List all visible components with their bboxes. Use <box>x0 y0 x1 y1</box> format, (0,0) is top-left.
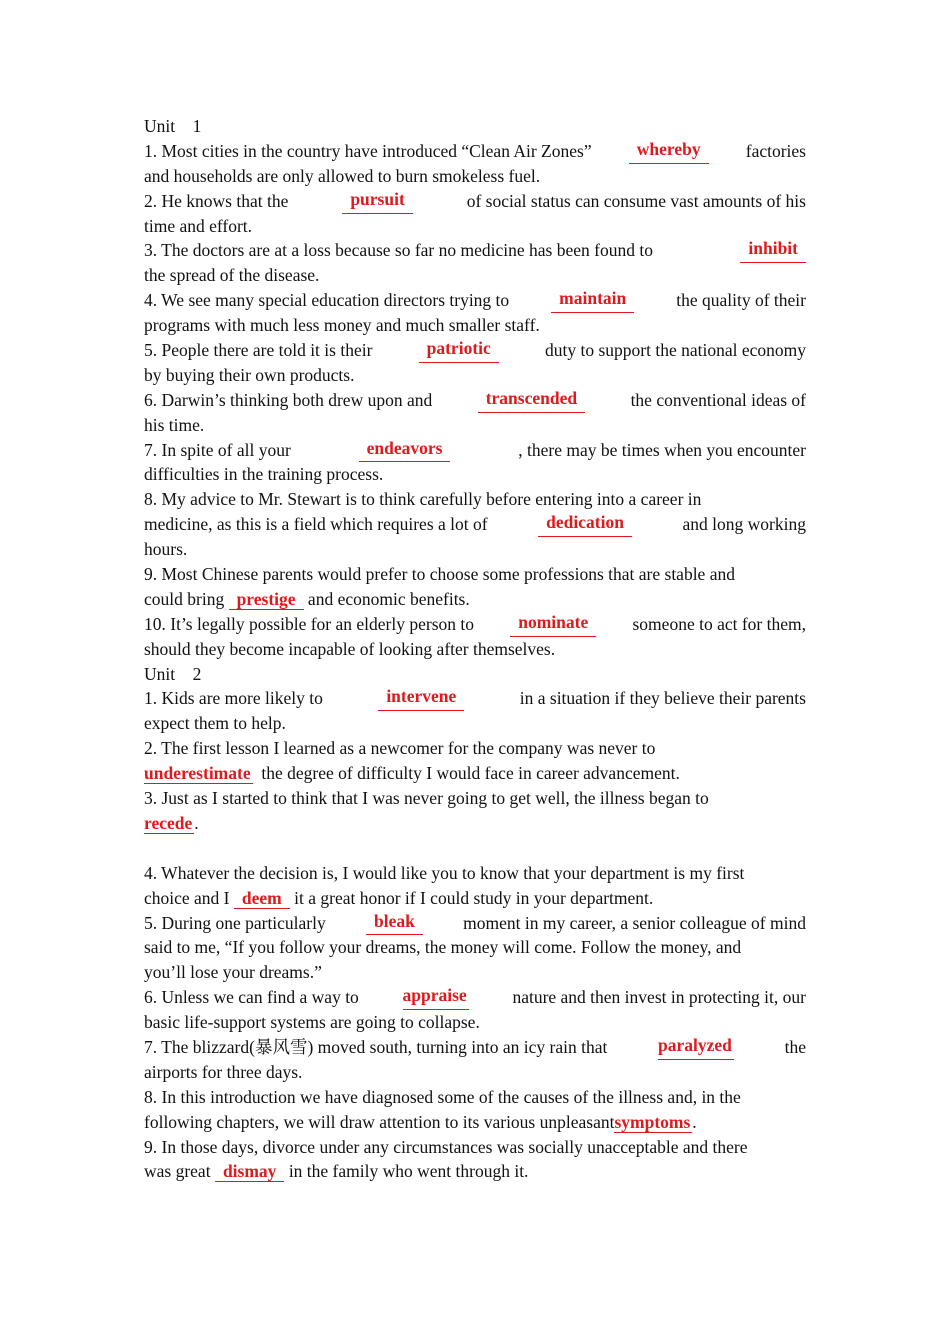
sentence-line <box>144 587 806 612</box>
sentence-line <box>144 761 806 786</box>
sentence-text: basic life-support systems are going to collapse. <box>144 1012 480 1033</box>
sentence-text: the degree of difficulty I would face in career advancement. <box>252 763 680 784</box>
exercise-item <box>144 861 806 911</box>
sentence-text: duty to support the national economy <box>545 340 806 361</box>
exercise-item <box>144 1085 806 1135</box>
sentence-text: difficulties in the training process. <box>144 464 384 485</box>
sentence-text: 1. Most cities in the country have introduced “Clean Air Zones” <box>144 140 592 161</box>
sentence-line <box>144 686 806 711</box>
sentence-text: and households are only allowed to burn smokeless fuel. <box>144 165 541 186</box>
sentence-line <box>144 189 806 214</box>
sentence-text: choice and I <box>144 887 234 908</box>
sentence-line <box>144 263 806 288</box>
sentence-text: 7. In spite of all your <box>144 439 291 460</box>
sentence-text: 7. The blizzard(暴风雪) moved south, turning into an icy rain that <box>144 1036 608 1057</box>
sentence-text: 8. My advice to Mr. Stewart is to think carefully before entering into a career in <box>144 489 702 510</box>
sentence-line <box>144 1159 806 1184</box>
sentence-line <box>144 811 806 836</box>
exercise-item <box>144 288 806 338</box>
sentence-line <box>144 1060 806 1085</box>
exercise-item <box>144 911 806 986</box>
sentence-line <box>144 886 806 911</box>
sentence-line <box>144 537 806 562</box>
sentence-line <box>144 388 806 413</box>
sentence-text: his time. <box>144 414 205 435</box>
sentence-text: and economic benefits. <box>303 588 470 609</box>
sentence-text: 3. Just as I started to think that I was never going to get well, the illness began to <box>144 788 709 809</box>
sentence-text: 2. The first lesson I learned as a newcomer for the company was never to <box>144 738 656 759</box>
sentence-text: time and effort. <box>144 215 253 236</box>
unit-title: Unit 1 <box>144 116 202 136</box>
exercise-item <box>144 1135 806 1185</box>
answer-blank: whereby <box>629 139 709 164</box>
sentence-line <box>144 711 806 736</box>
sentence-line <box>144 786 806 811</box>
sentence-text: moment in my career, a senior colleague of mind <box>463 912 806 933</box>
sentence-text: factories <box>745 140 806 161</box>
exercise-document <box>144 114 806 1184</box>
exercise-item <box>144 686 806 736</box>
sentence-text: in the family who went through it. <box>284 1161 529 1182</box>
exercise-item <box>144 189 806 239</box>
sentence-text: by buying their own products. <box>144 364 355 385</box>
exercise-item <box>144 1035 806 1085</box>
answer-blank: prestige <box>229 589 304 610</box>
exercise-item <box>144 562 806 612</box>
sentence-text: 9. Most Chinese parents would prefer to choose some professions that are stable and <box>144 564 735 585</box>
sentence-line <box>144 911 806 936</box>
answer-blank: dismay <box>215 1161 284 1182</box>
answer-blank: bleak <box>366 911 423 936</box>
exercise-item <box>144 985 806 1035</box>
sentence-text: , there may be times when you encounter <box>518 439 806 460</box>
sentence-text: was great <box>144 1161 215 1182</box>
sentence-text: 4. We see many special education directors trying to <box>144 290 510 311</box>
sentence-text: airports for three days. <box>144 1061 303 1082</box>
sentence-text: the quality of their <box>676 290 806 311</box>
sentence-text: 8. In this introduction we have diagnosed some of the causes of the illness and, in the <box>144 1086 741 1107</box>
sentence-line <box>144 139 806 164</box>
exercise-item <box>144 388 806 438</box>
sentence-text: 3. The doctors are at a loss because so far no medicine has been found to <box>144 240 653 261</box>
sentence-text: should they become incapable of looking after themselves. <box>144 638 556 659</box>
answer-blank: appraise <box>403 985 469 1010</box>
sentence-line <box>144 487 806 512</box>
exercise-item <box>144 612 806 662</box>
sentence-text: it a great honor if I could study in your department. <box>289 887 654 908</box>
sentence-text: . <box>692 1111 697 1132</box>
sentence-text: in a situation if they believe their parents <box>519 688 806 709</box>
sentence-line <box>144 1085 806 1110</box>
sentence-text: could bring <box>144 588 229 609</box>
sentence-text: hours. <box>144 539 188 560</box>
answer-blank: maintain <box>551 288 634 313</box>
sentence-line <box>144 861 806 886</box>
unit-title: Unit 2 <box>144 663 202 684</box>
sentence-text: 6. Unless we can find a way to <box>144 987 359 1008</box>
sentence-text: and long working <box>682 514 806 535</box>
answer-blank: underestimate <box>144 763 251 784</box>
sentence-text: 9. In those days, divorce under any circumstances was socially unacceptable and there <box>144 1136 748 1157</box>
sentence-line <box>144 1135 806 1160</box>
sentence-text: 2. He knows that the <box>144 190 289 211</box>
exercise-item <box>144 438 806 488</box>
sentence-text: programs with much less money and much smaller staff. <box>144 315 540 336</box>
sentence-line <box>144 462 806 487</box>
sentence-line <box>144 338 806 363</box>
exercise-item <box>144 139 806 189</box>
sentence-text: 6. Darwin’s thinking both drew upon and <box>144 389 433 410</box>
sentence-line <box>144 363 806 388</box>
sentence-line <box>144 985 806 1010</box>
sentence-line <box>144 288 806 313</box>
answer-blank: symptoms <box>614 1111 691 1132</box>
answer-blank: pursuit <box>342 189 412 214</box>
sentence-text: 10. It’s legally possible for an elderly person to <box>144 613 474 634</box>
answer-blank: inhibit <box>740 238 806 263</box>
sentence-line <box>144 736 806 761</box>
exercise-item <box>144 238 806 288</box>
sentence-line <box>144 1010 806 1035</box>
exercise-item <box>144 487 806 562</box>
sentence-text: medicine, as this is a field which requires a lot of <box>144 514 488 535</box>
sentence-text: expect them to help. <box>144 713 286 734</box>
sentence-line <box>144 1110 806 1135</box>
sentence-line <box>144 637 806 662</box>
sentence-line <box>144 562 806 587</box>
answer-blank: patriotic <box>419 338 499 363</box>
answer-blank: endeavors <box>359 438 451 463</box>
sentence-text: of social status can consume vast amounts of his <box>466 190 806 211</box>
sentence-line <box>144 935 806 960</box>
exercise-item <box>144 736 806 786</box>
sentence-text: someone to act for them, <box>632 613 806 634</box>
answer-blank: nominate <box>510 612 596 637</box>
sentence-text: nature and then invest in protecting it, our <box>512 987 806 1008</box>
sentence-line <box>144 438 806 463</box>
answer-blank: paralyzed <box>658 1035 734 1060</box>
blank-line <box>144 836 806 861</box>
sentence-text: you’ll lose your dreams.” <box>144 962 322 983</box>
sentence-text: 5. People there are told it is their <box>144 340 373 361</box>
answer-blank: deem <box>234 888 290 909</box>
sentence-line <box>144 238 806 263</box>
sentence-line <box>144 1035 806 1060</box>
sentence-line <box>144 960 806 985</box>
sentence-line <box>144 164 806 189</box>
sentence-text: . <box>194 812 199 833</box>
exercise-item <box>144 786 806 836</box>
sentence-line <box>144 313 806 338</box>
answer-blank: intervene <box>378 686 464 711</box>
sentence-line <box>144 612 806 637</box>
sentence-text: the spread of the disease. <box>144 265 320 286</box>
sentence-text: the <box>784 1036 806 1057</box>
sentence-text: following chapters, we will draw attention to its various unpleasant <box>144 1111 615 1132</box>
sentence-text: 5. During one particularly <box>144 912 326 933</box>
sentence-text: the conventional ideas of <box>630 389 806 410</box>
sentence-text: said to me, “If you follow your dreams, the money will come. Follow the money, and <box>144 937 742 958</box>
sentence-text: 1. Kids are more likely to <box>144 688 323 709</box>
sentence-line <box>144 214 806 239</box>
answer-blank: transcended <box>478 388 585 413</box>
answer-blank: dedication <box>538 512 632 537</box>
sentence-text: 4. Whatever the decision is, I would like you to know that your department is my first <box>144 862 745 883</box>
sentence-line <box>144 512 806 537</box>
exercise-item <box>144 338 806 388</box>
answer-blank: recede <box>144 812 193 833</box>
sentence-line <box>144 413 806 438</box>
